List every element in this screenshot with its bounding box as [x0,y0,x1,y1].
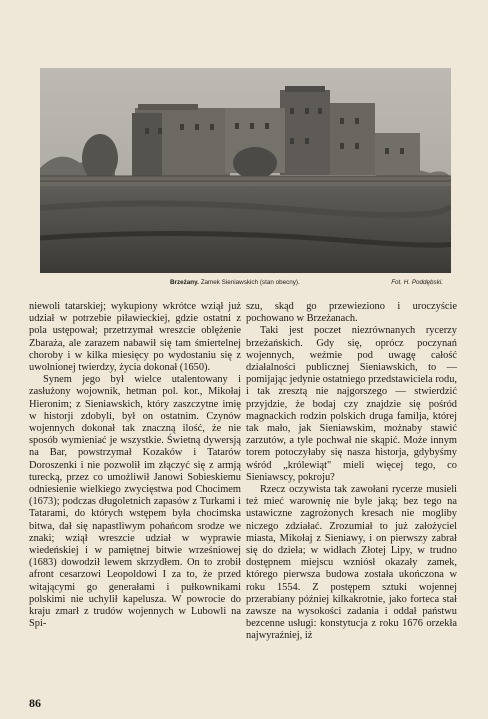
castle-photograph [40,68,451,273]
left-paragraph-2: Synem jego był wielce utalentowany i zasłużony wojownik, hetman pol. kor., Mikołaj Hieronim; z Sieniawskich, który zaszczytne imię w historji zdobyli, był on ostatnim. Czynów wojennych dokonał tak znaczną ilość, że nie sposób wymieniać je wszystkie. Świetną dywersją na Bar, powstrzymał Kozaków i Tatarów Doroszenki i nie pozwolił im złączyć się z armją turecką, przez co umożliwił Janowi Sobieskiemu odniesienie wielkiego zwycięstwa pod Chocimem (1673); podczas długoletnich zapasów z Turkami i Tatarami, do których wstępem była chocimska bitwa, dał się napastliwym pohańcom srodze we znaki; wziął wreszcie udział w wyprawie wiedeńskiej i w pamiętnej bitwie wrześniowej (1683) dowodził lewem skrzydłem. On to zrobił afront cesarzowi Leopoldowi I za to, że przed witającymi go generałami i pułkownikami polskimi nie uchylił kapelusza. W powrocie do kraju zmarł z trudów wojennych w Lubowli na Spi- [29,374,241,630]
right-paragraph-2: Taki jest poczet niezrównanych rycerzy brzeżańskich. Gdy się, oprócz poczynań wojennych, weźmie pod uwagę całość działalności publicznej Sieniawskich, to — pomijając jedynie ostatniego przedstawiciela rodu, i tak zresztą nie najgorszego — stwierdzić przyjdzie, że bodaj czy znajdzie się pośród magnackich rodzin polskich druga familja, której tak mało, jak Sieniawskim, możnaby stawić zarzutów, a tyle pochwał nie skąpić. Może innym torem potoczyłaby się nasza historja, gdybyśmy wśród „królewiąt" mieli więcej tego, co Sieniawscy, pokroju? [246,325,457,483]
right-paragraph-1: szu, skąd go przewieziono i uroczyście pochowano w Brzeżanach. [246,301,457,325]
caption-credit: Fot. H. Poddębski. [391,279,443,286]
photo-caption [40,279,451,291]
right-column [246,301,457,643]
left-column [29,301,241,630]
caption-place: Brzeżany. [170,279,199,286]
left-paragraph-1: niewoli tatarskiej; wykupiony wkrótce wziął już udział w potrzebie piławieckiej, gdzie ostatni z pola ustępował; przetrzymał wreszcie oblężenie Zbaraża, ale zarazem nabawił się tam śmiertelnej choroby i w kilka miesięcy po wydostaniu się z uwolnionej twierdzy, życia dokonał (1650). [29,301,241,374]
right-paragraph-3: Rzecz oczywista tak zawołani rycerze musieli też mieć warownię nie byle jaką; bez tego na ustawiczne zagrożonych kresach nie mogliby niczego zdziałać. Zrozumiał to już założyciel miasta, Mikołaj z Sieniawy, i on pierwszy zabrał się do dzieła; w widłach Złotej Lipy, w trudno dostępnem miejscu wzniósł okazały zamek, którego pierwsza budowa została ukończona w roku 1554. Z postępem sztuki wojennej przerabiany później kilkakrotnie, jako forteca stał zawsze na wysokości zadania i oddał państwu bezcenne usługi: konstytucja z roku 1676 orzekła najwyraźniej, iż [246,484,457,642]
caption-title: Zamek Sieniawskich (stan obecny). [200,279,300,286]
page-number: 86 [29,696,41,710]
